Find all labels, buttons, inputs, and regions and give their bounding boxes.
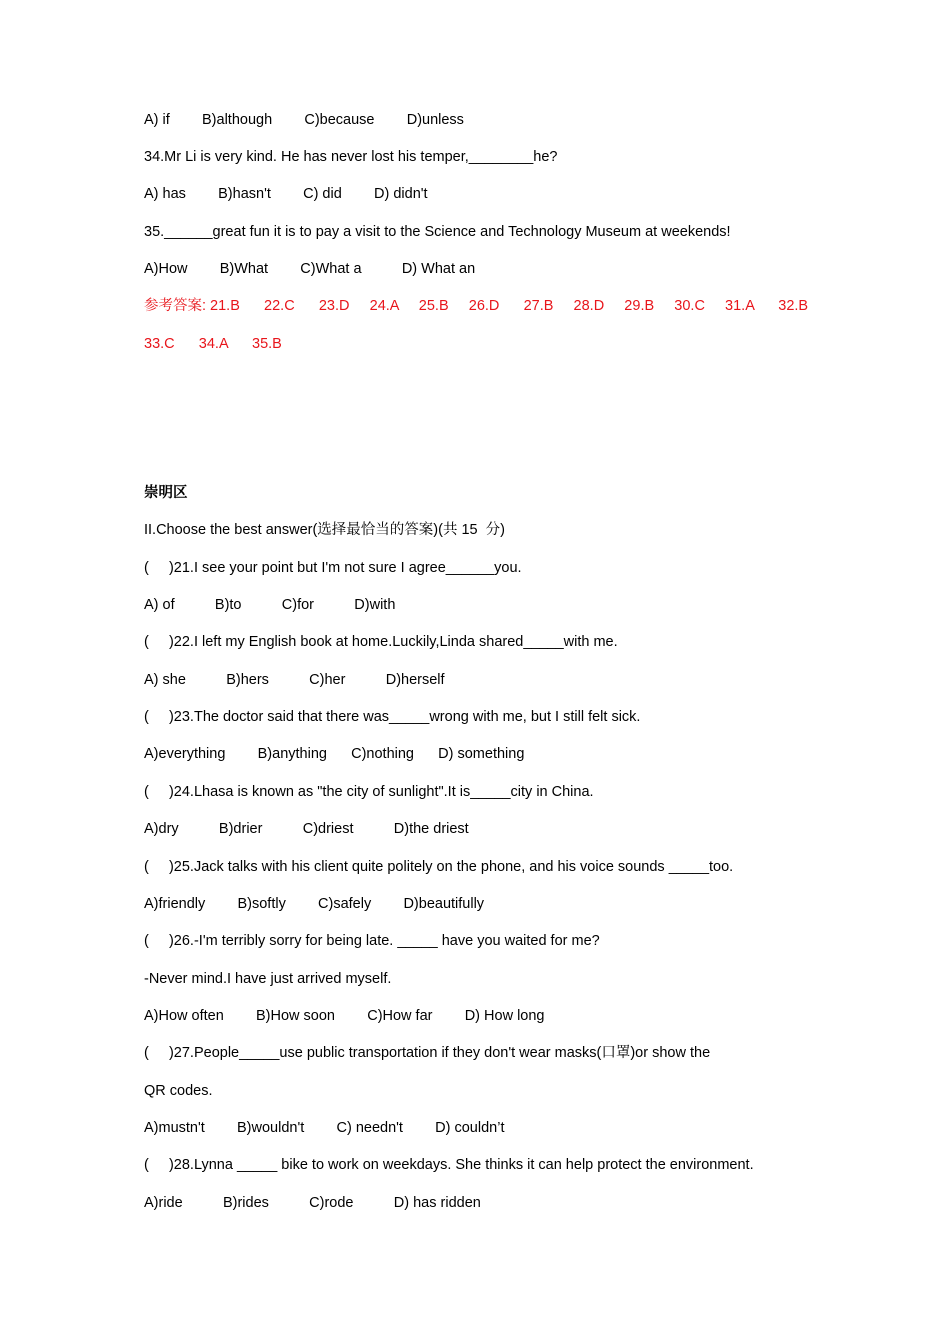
answer-key-line-1: 参考答案: 21.B 22.C 23.D 24.A 25.B 26.D 27.B 28.D 29.B 30.C 31.A 32.B xyxy=(144,298,809,314)
q25-question: ( )25.Jack talks with his client quite politely on the phone, and his voice sounds _____too. xyxy=(144,859,734,875)
q26-options: A)How often B)How soon C)How far D) How long xyxy=(144,1008,545,1024)
q27-question-line-1: ( )27.People_____use public transportation if they don't wear masks(口罩)or show the xyxy=(144,1045,711,1061)
q27-options: A)mustn't B)wouldn't C) needn't D) couldn’t xyxy=(144,1120,505,1136)
answer-key-line-2: 33.C 34.A 35.B xyxy=(144,336,282,352)
section-heading: II.Choose the best answer(选择最恰当的答案)(共 15 分) xyxy=(144,522,505,538)
q35-question: 35.______great fun it is to pay a visit to the Science and Technology Museum at weekends! xyxy=(144,224,731,240)
q21-question: ( )21.I see your point but I'm not sure I agree______you. xyxy=(144,560,522,576)
district-title: 崇明区 xyxy=(144,485,188,501)
q26-question: ( )26.-I'm terribly sorry for being late. _____ have you waited for me? xyxy=(144,933,600,949)
q35-options: A)How B)What C)What a D) What an xyxy=(144,261,476,277)
q22-options: A) she B)hers C)her D)herself xyxy=(144,672,445,688)
q23-options: A)everything B)anything C)nothing D) something xyxy=(144,746,525,762)
q21-options: A) of B)to C)for D)with xyxy=(144,597,396,613)
q27-question-line-2: QR codes. xyxy=(144,1083,213,1099)
q33-options: A) if B)although C)because D)unless xyxy=(144,112,464,128)
q22-question: ( )22.I left my English book at home.Luckily,Linda shared_____with me. xyxy=(144,634,618,650)
q34-question: 34.Mr Li is very kind. He has never lost his temper,________he? xyxy=(144,149,558,165)
q34-options: A) has B)hasn't C) did D) didn't xyxy=(144,186,428,202)
q24-question: ( )24.Lhasa is known as "the city of sunlight".It is_____city in China. xyxy=(144,784,594,800)
q25-options: A)friendly B)softly C)safely D)beautifully xyxy=(144,896,485,912)
q28-options: A)ride B)rides C)rode D) has ridden xyxy=(144,1195,481,1211)
q24-options: A)dry B)drier C)driest D)the driest xyxy=(144,821,469,837)
q26-reply: -Never mind.I have just arrived myself. xyxy=(144,971,392,987)
q28-question: ( )28.Lynna _____ bike to work on weekdays. She thinks it can help protect the environment. xyxy=(144,1157,754,1173)
q23-question: ( )23.The doctor said that there was_____wrong with me, but I still felt sick. xyxy=(144,709,641,725)
